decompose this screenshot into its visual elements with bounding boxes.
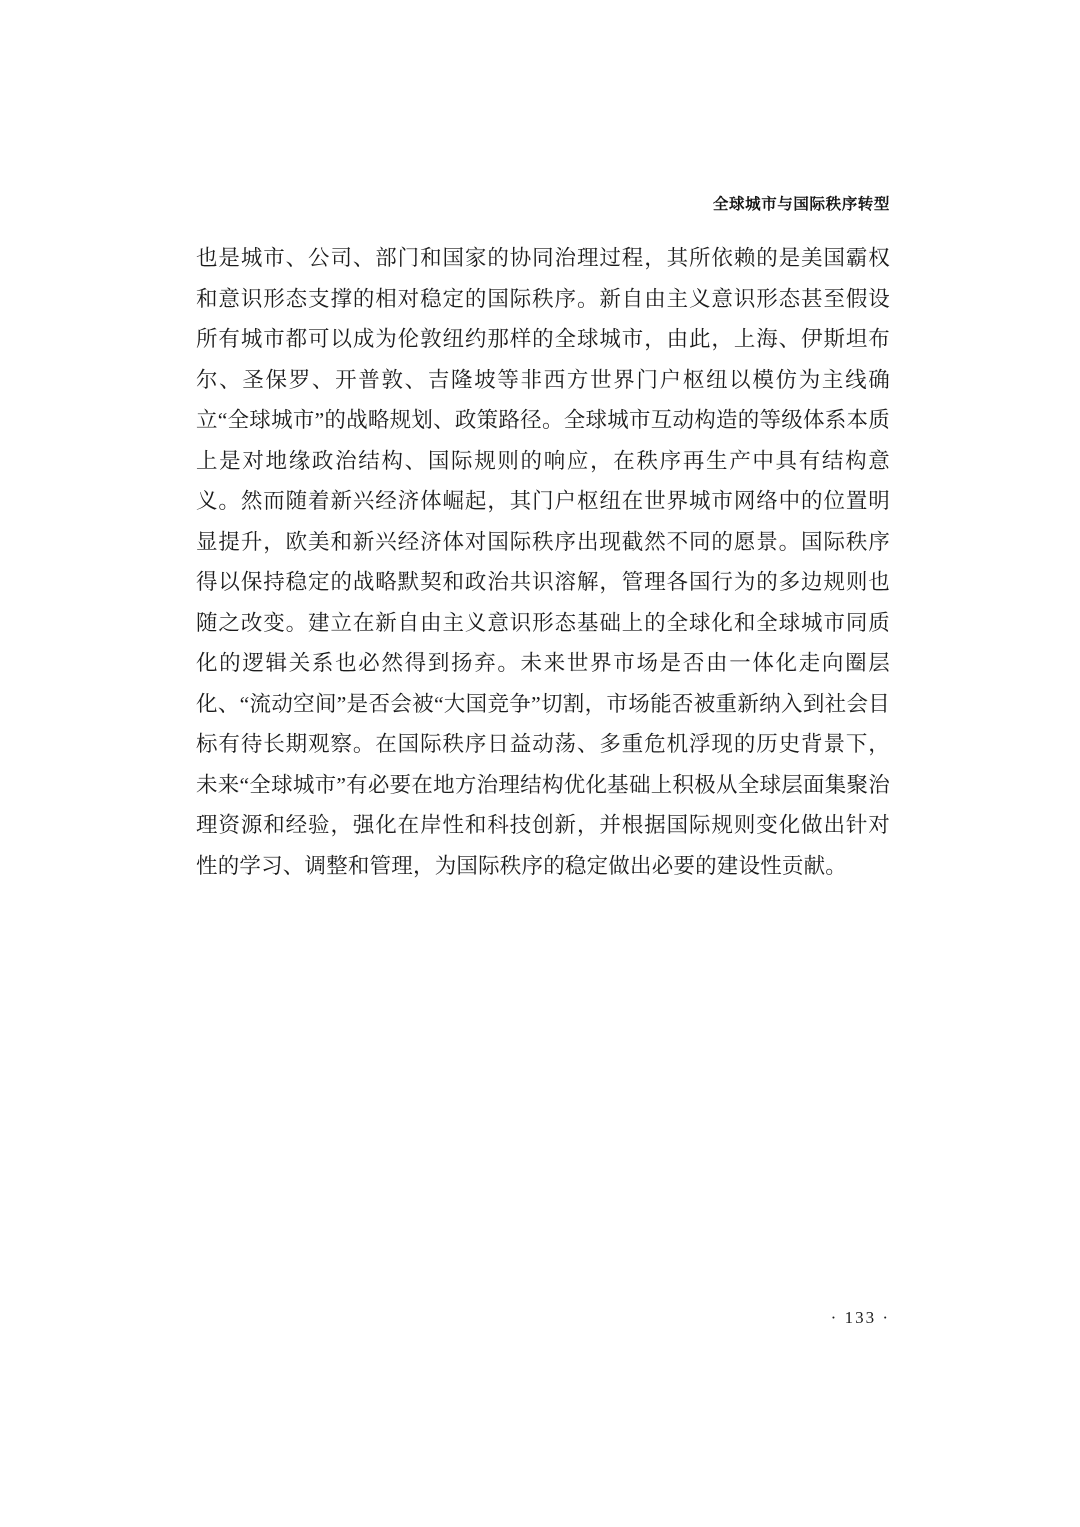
page-number: · 133 · [830, 1308, 890, 1327]
body-paragraph: 也是城市、公司、部门和国家的协同治理过程，其所依赖的是美国霸权和意识形态支撑的相对稳定的国际秩序。新自由主义意识形态甚至假设所有城市都可以成为伦敦纽约那样的全球城市，由此，上海、伊斯坦布尔、圣保罗、开普敦、吉隆坡等非西方世界门户枢纽以模仿为主线确立“全球城市”的战略规划、政策路径。全球城市互动构造的等级体系本质上是对地缘政治结构、国际规则的响应，在秩序再生产中具有结构意义。然而随着新兴经济体崛起，其门户枢纽在世界城市网络中的位置明显提升，欧美和新兴经济体对国际秩序出现截然不同的愿景。国际秩序得以保持稳定的战略默契和政治共识溶解，管理各国行为的多边规则也随之改变。建立在新自由主义意识形态基础上的全球化和全球城市同质化的逻辑关系也必然得到扬弃。未来世界市场是否由一体化走向圈层化、“流动空间”是否会被“大国竞争”切割，市场能否被重新纳入到社会目标有待长期观察。在国际秩序日益动荡、多重危机浮现的历史背景下，未来“全球城市”有必要在地方治理结构优化基础上积极从全球层面集聚治理资源和经验，强化在岸性和科技创新，并根据国际规则变化做出针对性的学习、调整和管理，为国际秩序的稳定做出必要的建设性贡献。 [196, 246, 890, 878]
header-divider [196, 220, 890, 221]
running-head: 全球城市与国际秩序转型 [712, 196, 890, 213]
body-text-block [196, 238, 890, 886]
